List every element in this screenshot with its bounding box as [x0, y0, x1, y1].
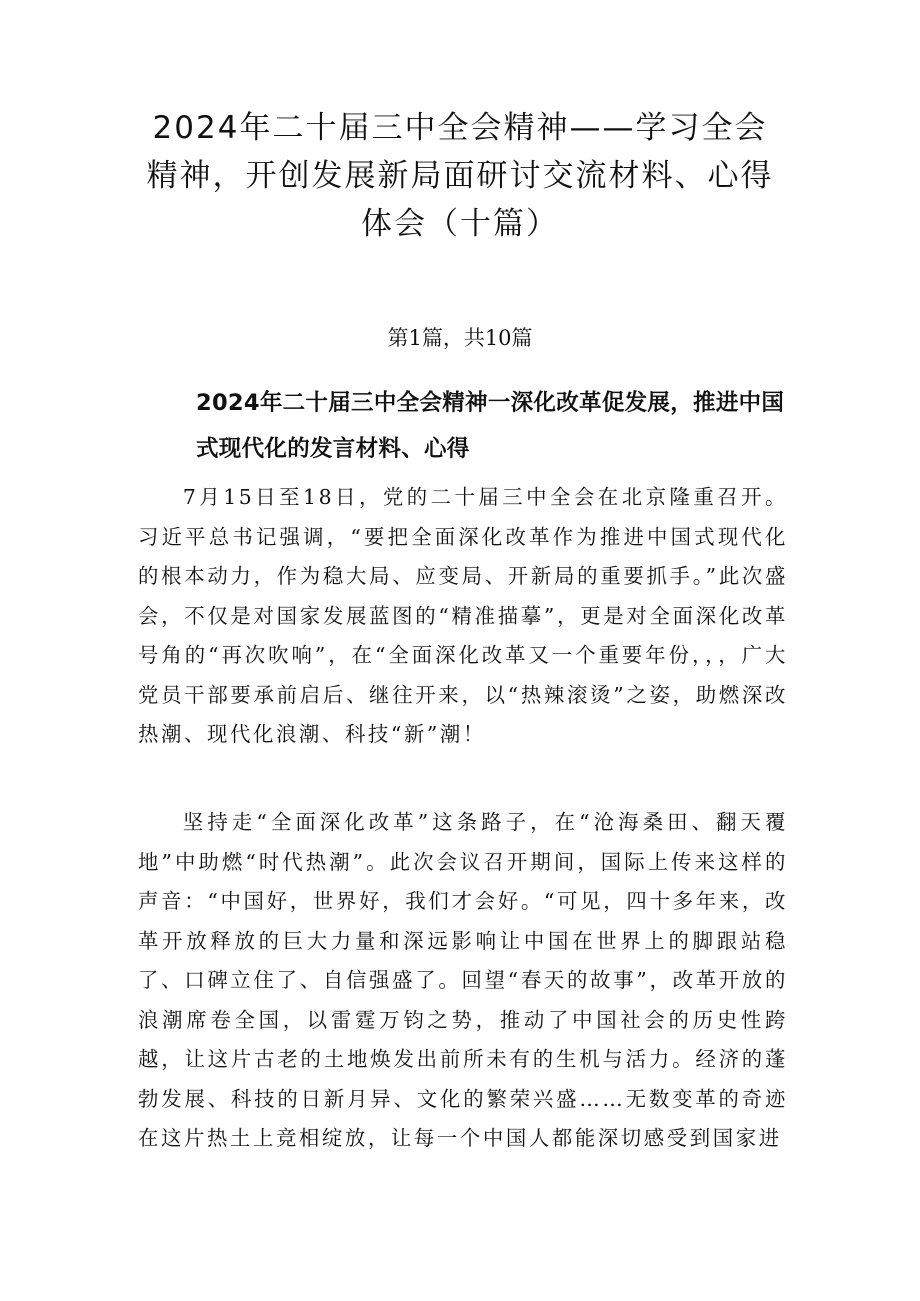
document-title: 2024年二十届三中全会精神——学习全会精神，开创发展新局面研讨交流材料、心得体会（十篇）	[146, 110, 774, 242]
body-paragraph: 7月15日至18日，党的二十届三中全会在北京隆重召开。习近平总书记强调，“要把全面深化改革作为推进中国式现代化的根本动力，作为稳大局、应变局、开新局的重要抓手。”此次盛会，不仅是对国家发展蓝图的“精准描摹”，更是对全面深化改革号角的“再次吹响”，在“全面深化改革又一个重要年份，，，广大党员干部要承前启后、继往开来，以“热辣滚烫”之姿，助燃深改热潮、现代化浪潮、科技“新”潮！	[138, 485, 788, 746]
article-title: 2024年二十届三中全会精神一深化改革促发展，推进中国式现代化的发言材料、心得	[196, 390, 785, 462]
body-paragraph-1-block	[138, 478, 788, 755]
body-paragraph: 坚持走“全面深化改革”这条路子，在“沧海桑田、翻天覆地”中助燃“时代热潮”。此次会议召开期间，国际上传来这样的声音：“中国好，世界好，我们才会好。“可见，四十多年来，改革开放释放的巨大力量和深远影响让中国在世界上的脚跟站稳了、口碑立住了、自信强盛了。回望“春天的故事”，改革开放的浪潮席卷全国，以雷霆万钧之势，推动了中国社会的历史性跨越，让这片古老的土地焕发出前所未有的生机与活力。经济的蓬勃发展、科技的日新月异、文化的繁荣兴盛……无数变革的奇迹在这片热土上竞相绽放，让每一个中国人都能深切感受到国家进	[138, 810, 788, 1150]
chapter-label: 第1篇，共10篇	[387, 326, 533, 350]
body-paragraph-2-block	[138, 803, 788, 1159]
